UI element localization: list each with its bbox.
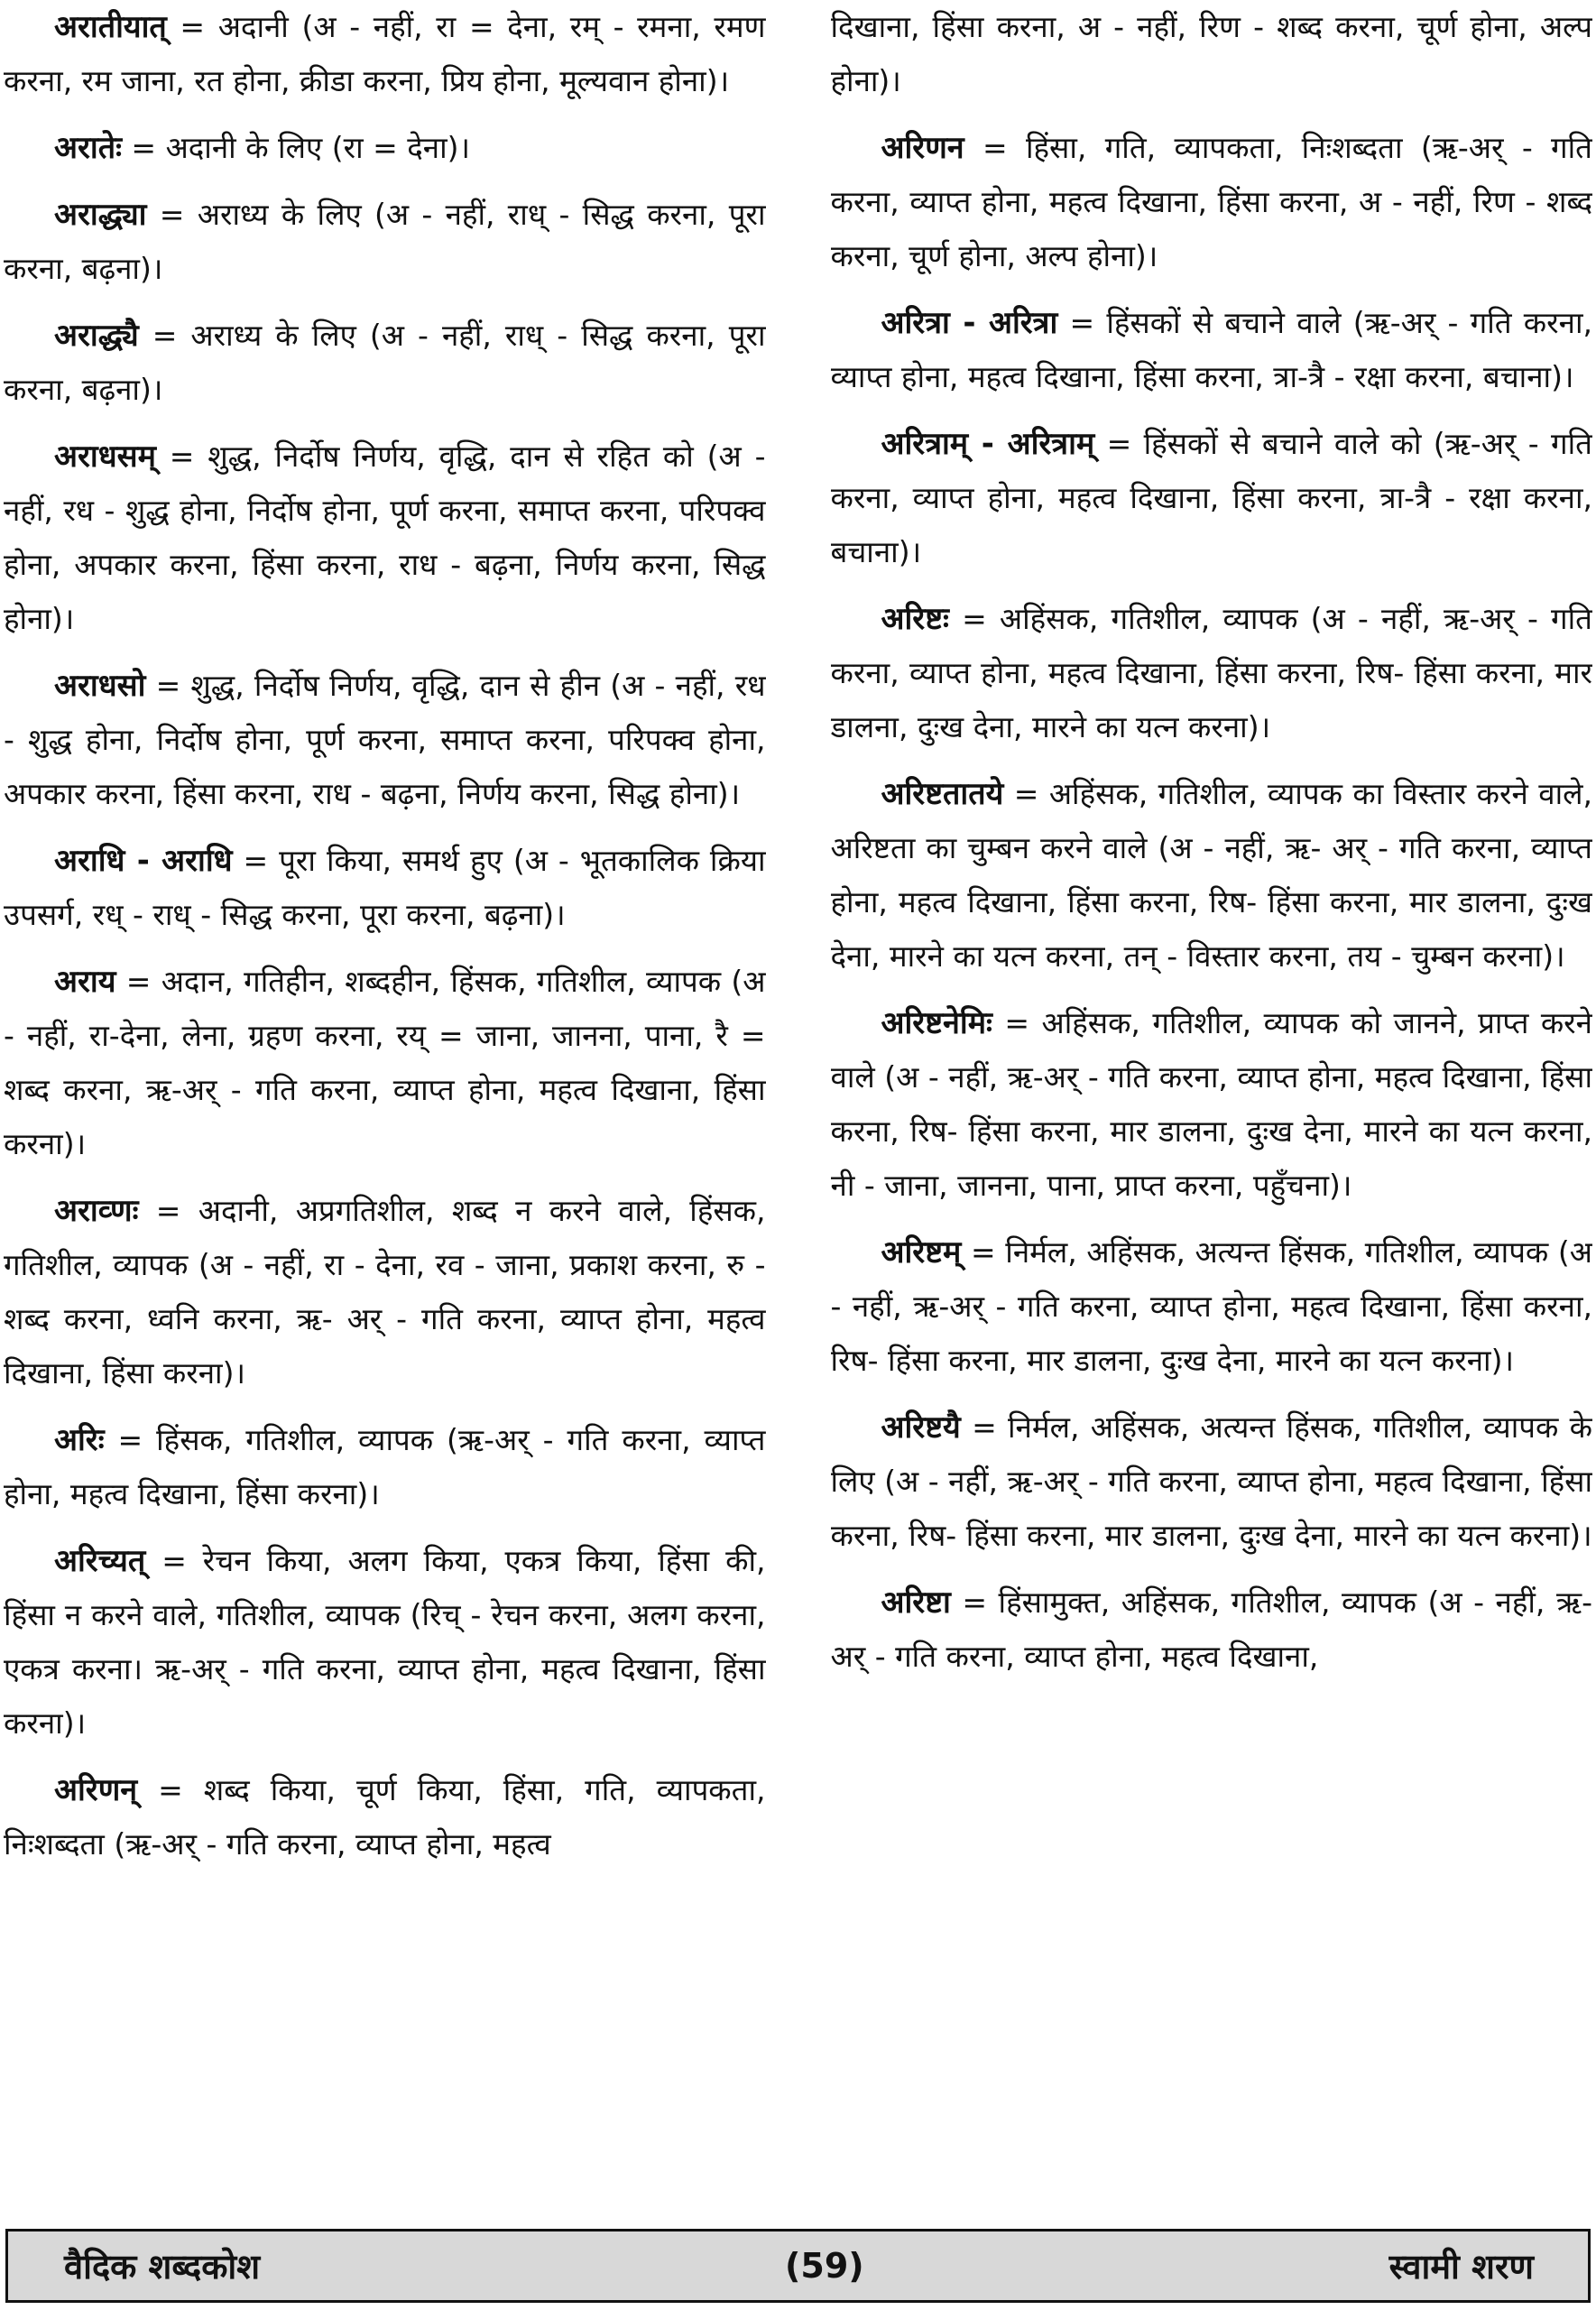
- entry-headword: अराय: [54, 964, 116, 1000]
- page-footer: [5, 2229, 1591, 2303]
- entry-headword: अरिष्टम्: [881, 1234, 962, 1270]
- entry-definition: = अदानी (अ - नहीं, रा = देना, रम् - रमना, रमण करना, रम जाना, रत होना, क्रीडा करना, प्रिय होना, मूल्यवान होना)।: [4, 9, 766, 98]
- dictionary-entry: [831, 417, 1593, 579]
- dictionary-entry: [831, 592, 1593, 754]
- dictionary-entry: [4, 1534, 766, 1751]
- dictionary-entry: [4, 659, 766, 821]
- entry-definition: = अराध्य के लिए (अ - नहीं, राध् - सिद्ध करना, पूरा करना, बढ़ना)।: [4, 318, 766, 407]
- author-name: स्वामी शरण: [1388, 2247, 1534, 2287]
- entry-headword: अरातीयात्: [54, 9, 167, 45]
- page-number: (59): [785, 2246, 864, 2286]
- dictionary-entry: [4, 430, 766, 646]
- dictionary-entry: [4, 121, 766, 175]
- dictionary-entry: [831, 296, 1593, 404]
- entry-headword: अराद्ध्यै: [54, 318, 139, 354]
- entry-definition: = अदानी के लिए (रा = देना)।: [121, 130, 471, 165]
- entry-definition: = पूरा किया, समर्थ हुए (अ - भूतकालिक क्रिया उपसर्ग, रध् - राध् - सिद्ध करना, पूरा करना, बढ़ना)।: [4, 843, 766, 932]
- entry-headword: अरिच्यत्: [54, 1543, 146, 1579]
- entry-definition: = हिंसकों से बचाने वाले को (ऋ-अर् - गति करना, व्याप्त होना, महत्व दिखाना, हिंसा करना, त्रा-त्रै - रक्षा करना, बचाना)।: [830, 426, 1592, 569]
- entry-headword: अराद्ध्या: [54, 197, 147, 233]
- entry-headword: अरिष्टनेमिः: [881, 1005, 992, 1041]
- entry-definition: = अहिंसक, गतिशील, व्यापक (अ - नहीं, ऋ-अर् - गति करना, व्याप्त होना, महत्व दिखाना, हिंसा करना, रिष- हिंसा करना, मार डालना, दुःख देना, मारने का यत्न करना)।: [830, 601, 1592, 744]
- entry-headword: अरिष्टा: [881, 1585, 951, 1621]
- dictionary-entry: [4, 955, 766, 1171]
- entry-definition: = रेचन किया, अलग किया, एकत्र किया, हिंसा की, हिंसा न करने वाले, गतिशील, व्यापक (रिच् - रेचन करना, अलग करना, एकत्र करना। ऋ-अर् - गति करना, व्याप्त होना, महत्व दिखाना, हिंसा करना)।: [4, 1543, 766, 1741]
- right-column: [831, 0, 1593, 2184]
- dictionary-entry: [4, 1763, 766, 1871]
- entry-definition: = अहिंसक, गतिशील, व्यापक को जानने, प्राप्त करने वाले (अ - नहीं, ऋ-अर् - गति करना, व्याप्त होना, महत्व दिखाना, हिंसा करना, रिष- हिंसा करना, मार डालना, दुःख देना, मारने का यत्न करना, नी - जाना, जानना, पाना, प्राप्त करना, पहुँचना)।: [830, 1005, 1592, 1203]
- dictionary-entry: [4, 1413, 766, 1521]
- entry-headword: अरिष्टतातये: [881, 776, 1004, 812]
- entry-definition: = अदानी, अप्रगतिशील, शब्द न करने वाले, हिंसक, गतिशील, व्यापक (अ - नहीं, रा - देना, रव - जाना, प्रकाश करना, रु - शब्द करना, ध्वनि करना, ऋ- अर् - गति करना, व्याप्त होना, महत्व दिखाना, हिंसा करना)।: [4, 1193, 766, 1391]
- dictionary-entry: [4, 1184, 766, 1400]
- entry-headword: अरिणन्: [54, 1772, 138, 1808]
- entry-definition: दिखाना, हिंसा करना, अ - नहीं, रिण - शब्द करना, चूर्ण होना, अल्प होना)।: [830, 9, 1592, 98]
- entry-headword: अरिणन: [881, 130, 964, 166]
- entry-headword: अरिष्टयै: [881, 1409, 961, 1446]
- dictionary-entry: [4, 188, 766, 296]
- entry-headword: अराव्णः: [54, 1193, 139, 1229]
- entry-definition: = अहिंसक, गतिशील, व्यापक का विस्तार करने वाले, अरिष्टता का चुम्बन करने वाले (अ - नहीं, ऋ- अर् - गति करना, व्याप्त होना, महत्व दिखाना, हिंसा करना, रिष- हिंसा करना, मार डालना, दुःख देना, मारने का यत्न करना, तन् - विस्तार करना, तय - चुम्बन करना)।: [830, 776, 1592, 974]
- entry-headword: अरित्रा - अरित्रा: [881, 305, 1058, 341]
- entry-headword: अराधसम्: [54, 439, 156, 475]
- dictionary-entry: [4, 0, 766, 108]
- dictionary-entry: [831, 996, 1593, 1213]
- entry-headword: अरातेः: [54, 130, 122, 166]
- entry-definition: = शुद्ध, निर्दोष निर्णय, वृद्धि, दान से हीन (अ - नहीं, रध - शुद्ध होना, निर्दोष होना, पूर्ण करना, समाप्त करना, परिपक्व होना, अपकार करना, हिंसा करना, राध - बढ़ना, निर्णय करना, सिद्ध होना)।: [4, 668, 766, 811]
- entry-definition: = हिंसक, गतिशील, व्यापक (ऋ-अर् - गति करना, व्याप्त होना, महत्व दिखाना, हिंसा करना)।: [4, 1422, 766, 1511]
- entry-definition: = हिंसकों से बचाने वाले (ऋ-अर् - गति करना, व्याप्त होना, महत्व दिखाना, हिंसा करना, त्रा-त्रै - रक्षा करना, बचाना)।: [830, 305, 1592, 394]
- entry-headword: अरिः: [54, 1422, 105, 1458]
- entry-headword: अरित्राम् - अरित्राम्: [881, 426, 1095, 462]
- entry-definition: = हिंसा, गति, व्यापकता, निःशब्दता (ऋ-अर् - गति करना, व्याप्त होना, महत्व दिखाना, हिंसा करना, अ - नहीं, रिण - शब्द करना, चूर्ण होना, अल्प होना)।: [830, 130, 1592, 273]
- entry-definition: = अदान, गतिहीन, शब्दहीन, हिंसक, गतिशील, व्यापक (अ - नहीं, रा-देना, लेना, ग्रहण करना, रय् = जाना, जानना, पाना, रै = शब्द करना, ऋ-अर् - गति करना, व्याप्त होना, महत्व दिखाना, हिंसा करना)।: [4, 964, 766, 1161]
- entry-headword: अराधि - अराधि: [54, 843, 233, 879]
- dictionary-entry: [831, 1225, 1593, 1388]
- entry-definition: = शुद्ध, निर्दोष निर्णय, वृद्धि, दान से रहित को (अ - नहीं, रध - शुद्ध होना, निर्दोष होना, पूर्ण करना, समाप्त करना, परिपक्व होना, अपकार करना, हिंसा करना, राध - बढ़ना, निर्णय करना, सिद्ध होना)।: [4, 439, 766, 636]
- entry-definition: = निर्मल, अहिंसक, अत्यन्त हिंसक, गतिशील, व्यापक के लिए (अ - नहीं, ऋ-अर् - गति करना, व्याप्त होना, महत्व दिखाना, हिंसा करना, रिष- हिंसा करना, मार डालना, दुःख देना, मारने का यत्न करना)।: [830, 1409, 1592, 1553]
- dictionary-entry: [4, 834, 766, 942]
- entry-definition: = हिंसामुक्त, अहिंसक, गतिशील, व्यापक (अ - नहीं, ऋ-अर् - गति करना, व्याप्त होना, महत्व दिखाना,: [830, 1585, 1592, 1674]
- dictionary-entry: [831, 1400, 1593, 1563]
- left-column: [4, 0, 766, 2184]
- entry-headword: अरिष्टः: [881, 601, 949, 637]
- entry-headword: अराधसो: [54, 668, 146, 704]
- dictionary-entry: [831, 0, 1593, 108]
- entry-definition: = अराध्य के लिए (अ - नहीं, राध् - सिद्ध करना, पूरा करना, बढ़ना)।: [4, 197, 766, 286]
- dictionary-entry: [4, 309, 766, 417]
- dictionary-entry: [831, 121, 1593, 283]
- entry-definition: = शब्द किया, चूर्ण किया, हिंसा, गति, व्यापकता, निःशब्दता (ऋ-अर् - गति करना, व्याप्त होना, महत्व: [4, 1772, 766, 1862]
- dictionary-entry: [831, 1575, 1593, 1684]
- dictionary-entry: [831, 767, 1593, 984]
- book-title: वैदिक शब्दकोश: [64, 2247, 261, 2287]
- entry-definition: = निर्मल, अहिंसक, अत्यन्त हिंसक, गतिशील, व्यापक (अ - नहीं, ऋ-अर् - गति करना, व्याप्त होना, महत्व दिखाना, हिंसा करना, रिष- हिंसा करना, मार डालना, दुःख देना, मारने का यत्न करना)।: [830, 1234, 1592, 1378]
